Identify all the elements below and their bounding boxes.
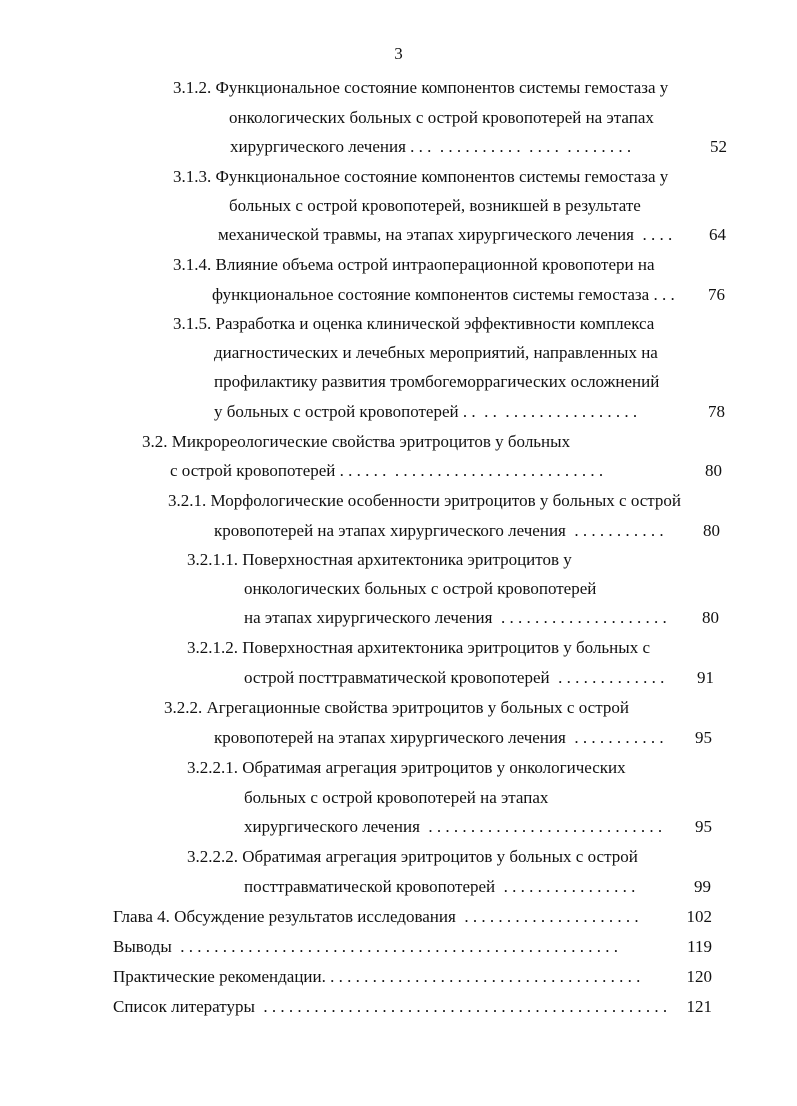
- toc-page-number: 64: [709, 225, 726, 244]
- toc-leader-dots: . . . . . . . . . . . . . . . . . . . .: [492, 608, 667, 627]
- toc-entry-3-2-1-line-1: 3.2.1. Морфологические особенности эритроцитов у больных с острой: [168, 491, 682, 510]
- toc-entry-3-2-2-1-line-1: 3.2.2.1. Обратимая агрегация эритроцитов у онкологических: [187, 758, 626, 777]
- toc-entry-conclusions: [113, 936, 712, 958]
- toc-page-number: 121: [686, 997, 712, 1016]
- toc-page-number: 91: [697, 668, 714, 687]
- toc-entry-3-1-5-line-2: диагностических и лечебных мероприятий, направленных на: [214, 343, 658, 362]
- toc-entry-3-1-3-line-3: механической травмы, на этапах хирургического лечения: [218, 225, 634, 244]
- toc-entry-3-2-1-2-line-1: 3.2.1.2. Поверхностная архитектоника эритроцитов у больных с: [187, 638, 650, 657]
- toc-page-number: 80: [702, 608, 719, 627]
- toc-entry-3-2-2-2-line-1: 3.2.2.2. Обратимая агрегация эритроцитов у больных с острой: [187, 847, 638, 866]
- toc-entry-3-2-2-line-1: 3.2.2. Агрегационные свойства эритроцитов у больных с острой: [164, 698, 629, 717]
- toc-entry-3-2-line-1: 3.2. Микрореологические свойства эритроцитов у больных: [142, 432, 571, 451]
- toc-entry-3-1-4-line-1: 3.1.4. Влияние объема острой интраоперационной кровопотери на: [173, 255, 655, 274]
- toc-entry-3-2-2-leader: [214, 727, 712, 749]
- toc-page-number: 120: [686, 967, 712, 986]
- toc-entry-3-2-1-1-leader: [244, 607, 719, 629]
- toc-entry-3-1-2-line-3: хирургического лечения: [230, 137, 406, 156]
- toc-entry-recommendations-title: Практические рекомендации: [113, 967, 322, 986]
- toc-entry-3-1-4-line-2: функциональное состояние компонентов системы гемостаза: [212, 285, 650, 304]
- toc-entry-3-1-2-line-2: онкологических больных с острой кровопотерей на этапах: [229, 108, 654, 127]
- toc-entry-3-2-line-2: с острой кровопотерей: [170, 461, 336, 480]
- toc-entry-3-2-2-2-leader: [244, 876, 711, 898]
- toc-page-number: 95: [695, 817, 712, 836]
- toc-entry-3-2-1-1-line-2: онкологических больных с острой кровопотерей: [244, 579, 597, 598]
- toc-leader-dots: . . . .: [633, 225, 673, 244]
- toc-page-number: 95: [695, 728, 712, 747]
- toc-entry-recommendations: [113, 966, 712, 988]
- toc-leader-dots: . . . . . . . . . . . . . . . . . . . . . . . . . . . . . . . . . . . . . .: [321, 967, 641, 986]
- toc-leader-dots: . . . . . . . . . . . . . . . . . . . . .: [455, 907, 639, 926]
- page-number: 3: [394, 44, 403, 63]
- toc-entry-3-2-1-2-line-2: острой посттравматической кровопотерей: [244, 668, 550, 687]
- toc-entry-3-1-2-leader: [230, 136, 727, 158]
- toc-leader-dots: . . . . . . . . . . . . . . . . . . . . . . . . . . . . . . . . . . . . . . . . . . . . . . . . . . . .: [171, 937, 619, 956]
- toc-entry-3-1-5-line-1: 3.1.5. Разработка и оценка клинической эффективности комплекса: [173, 314, 655, 333]
- toc-entry-3-2-2-line-2: кровопотерей на этапах хирургического лечения: [214, 728, 566, 747]
- toc-entry-references: [113, 996, 712, 1018]
- toc-entry-chapter-4-title: Глава 4. Обсуждение результатов исследования: [113, 907, 456, 926]
- toc-entry-chapter-4: [113, 906, 712, 928]
- toc-entry-3-2-2-1-line-3: хирургического лечения: [244, 817, 420, 836]
- toc-page-number: 99: [694, 877, 711, 896]
- toc-entry-conclusions-title: Выводы: [113, 937, 172, 956]
- toc-page-number: 78: [708, 402, 725, 421]
- toc-entry-3-1-5-line-3: профилактику развития тромбогеморрагических осложнений: [214, 372, 660, 391]
- toc-page-number: 102: [686, 907, 712, 926]
- toc-entry-3-1-4-leader: [212, 284, 725, 306]
- toc-page-number: 80: [705, 461, 722, 480]
- toc-page-number: 52: [710, 137, 727, 156]
- toc-entry-references-title: Список литературы: [113, 997, 255, 1016]
- toc-entry-3-2-1-leader: [214, 520, 720, 542]
- toc-entry-3-1-2-line-1: 3.1.2. Функциональное состояние компонентов системы гемостаза у: [173, 78, 669, 97]
- toc-entry-3-2-2-1-line-2: больных с острой кровопотерей на этапах: [244, 788, 549, 807]
- toc-leader-dots: . . . . . . . . . . . . . . . . . . . . . . . . .: [405, 137, 632, 156]
- toc-entry-3-2-leader: [170, 460, 722, 482]
- toc-entry-3-2-2-2-line-2: посттравматической кровопотерей: [244, 877, 496, 896]
- toc-page-number: 119: [687, 937, 712, 956]
- toc-entry-3-2-1-1-line-3: на этапах хирургического лечения: [244, 608, 493, 627]
- toc-entry-3-1-5-leader: [214, 401, 725, 423]
- toc-entry-3-2-2-1-leader: [244, 816, 712, 838]
- toc-leader-dots: . . . . . . . . . . . . . . . . . . . . . . . . . . . . . . .: [335, 461, 604, 480]
- toc-entry-3-1-3-line-1: 3.1.3. Функциональное состояние компонентов системы гемостаза у: [173, 167, 669, 186]
- toc-page-number: 80: [703, 521, 720, 540]
- toc-leader-dots: . . . . . . . . . . . . . . . . . . . .: [458, 402, 638, 421]
- toc-entry-3-2-1-2-leader: [244, 667, 714, 689]
- toc-entry-3-2-1-1-line-1: 3.2.1.1. Поверхностная архитектоника эритроцитов у: [187, 550, 572, 569]
- toc-leader-dots: . . . . . . . . . . .: [565, 521, 664, 540]
- toc-leader-dots: . . . . . . . . . . .: [565, 728, 664, 747]
- toc-leader-dots: . . .: [649, 285, 675, 304]
- toc-entry-3-1-5-line-4: у больных с острой кровопотерей: [214, 402, 459, 421]
- toc-entry-3-2-1-line-2: кровопотерей на этапах хирургического лечения: [214, 521, 566, 540]
- toc-page-number: 76: [708, 285, 725, 304]
- toc-entry-3-1-3-line-2: больных с острой кровопотерей, возникшей в результате: [229, 196, 641, 215]
- toc-leader-dots: . . . . . . . . . . . . . . . . . . . . . . . . . . . . . . . . . . . . . . . . . . . . . . . .: [254, 997, 668, 1016]
- toc-leader-dots: . . . . . . . . . . . . . . . . . . . . . . . . . . . .: [419, 817, 663, 836]
- toc-leader-dots: . . . . . . . . . . . . .: [549, 668, 665, 687]
- toc-entry-3-1-3-leader: [218, 224, 726, 246]
- toc-leader-dots: . . . . . . . . . . . . . . . .: [495, 877, 636, 896]
